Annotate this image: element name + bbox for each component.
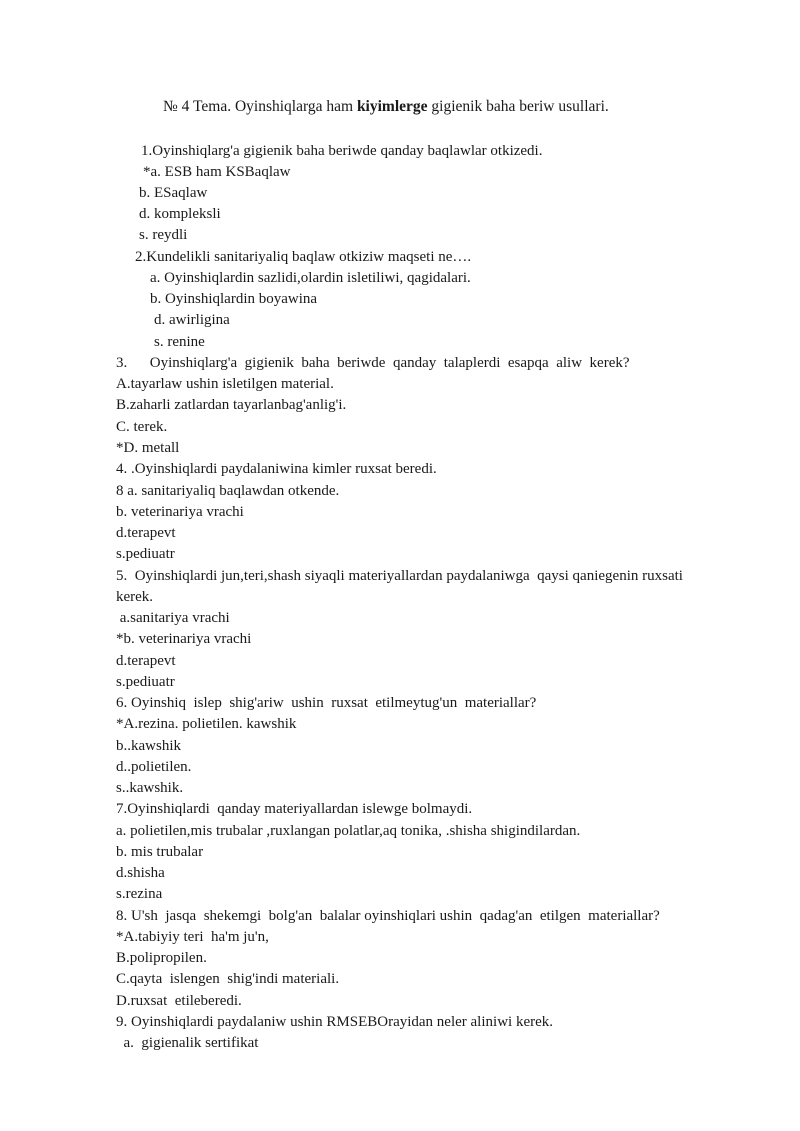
answer-line: B.polipropilen. xyxy=(116,950,207,966)
title-bold-word: kiyimlerge xyxy=(356,98,428,115)
question-3: 3. Oyinshiqlarg'a gigienik baha beriwde qanday talaplerdi esapqa aliw kerek? xyxy=(116,355,630,371)
answer-line: s..kawshik. xyxy=(116,780,184,796)
answer-line: 8 a. sanitariyaliq baqlawdan otkende. xyxy=(116,483,340,499)
question-8: 8. U'sh jasqa shekemgi bolg'an balalar oyinshiqlari ushin qadag'an etilgen materiallar? xyxy=(116,908,660,924)
answer-line: C. terek. xyxy=(116,419,168,435)
question-1: 1.Oyinshiqlarg'a gigienik baha beriwde qanday baqlawlar otkizedi. xyxy=(141,143,543,159)
answer-line: *A.tabiyiy teri ha'm ju'n, xyxy=(116,929,269,945)
title-prefix: № 4 Tema. Oyinshiqlarga ham xyxy=(163,98,357,115)
question-7: 7.Oyinshiqlardi qanday materiyallardan islewge bolmaydi. xyxy=(116,801,473,817)
answer-line: s.pediuatr xyxy=(116,546,175,562)
answer-line: a. Oyinshiqlardin sazlidi,olardin isletiliwi, qagidalari. xyxy=(150,270,471,286)
question-6: 6. Oyinshiq islep shig'ariw ushin ruxsat etilmeytug'un materiallar? xyxy=(116,695,537,711)
answer-line: a.sanitariya vrachi xyxy=(116,610,230,626)
answer-line: *A.rezina. polietilen. kawshik xyxy=(116,716,297,732)
answer-line: D.ruxsat etileberedi. xyxy=(116,993,242,1009)
answer-line: s.pediuatr xyxy=(116,674,175,690)
page-title xyxy=(163,97,609,117)
answer-line: d.terapevt xyxy=(116,525,176,541)
answer-line: d. kompleksli xyxy=(139,206,221,222)
question-5-continued: kerek. xyxy=(116,589,154,605)
answer-line: b..kawshik xyxy=(116,738,181,754)
answer-line: b. veterinariya vrachi xyxy=(116,504,244,520)
answer-line: a. polietilen,mis trubalar ,ruxlangan polatlar,aq tonika, .shisha shigindilardan. xyxy=(116,823,581,839)
answer-line: d.terapevt xyxy=(116,653,176,669)
answer-line: b. Oyinshiqlardin boyawina xyxy=(150,291,318,307)
answer-line: d. awirligina xyxy=(154,312,230,328)
answer-line: d..polietilen. xyxy=(116,759,192,775)
answer-line: A.tayarlaw ushin isletilgen material. xyxy=(116,376,334,392)
answer-line: *b. veterinariya vrachi xyxy=(116,631,252,647)
answer-line: a. gigienalik sertifikat xyxy=(116,1035,259,1051)
answer-line: s. reydli xyxy=(139,227,188,243)
answer-line: d.shisha xyxy=(116,865,165,881)
question-9: 9. Oyinshiqlardi paydalaniw ushin RMSEBOrayidan neler aliniwi kerek. xyxy=(116,1014,553,1030)
answer-line: s.rezina xyxy=(116,886,163,902)
question-2: 2.Kundelikli sanitariyaliq baqlaw otkiziw maqseti ne…. xyxy=(135,249,472,265)
answer-line: b. ESaqlaw xyxy=(139,185,208,201)
answer-line: *D. metall xyxy=(116,440,180,456)
answer-line: b. mis trubalar xyxy=(116,844,204,860)
answer-line: C.qayta islengen shig'indi materiali. xyxy=(116,971,340,987)
answer-line: *a. ESB ham KSBaqlaw xyxy=(143,164,291,180)
question-5: 5. Oyinshiqlardi jun,teri,shash siyaqli materiyallardan paydalaniwga qaysi qaniegenin ruxsati xyxy=(116,568,683,584)
question-4: 4. .Oyinshiqlardi paydalaniwina kimler ruxsat beredi. xyxy=(116,461,437,477)
answer-line: B.zaharli zatlardan tayarlanbag'anlig'i. xyxy=(116,397,347,413)
answer-line: s. renine xyxy=(154,334,205,350)
title-suffix: gigienik baha beriw usullari. xyxy=(427,98,609,115)
